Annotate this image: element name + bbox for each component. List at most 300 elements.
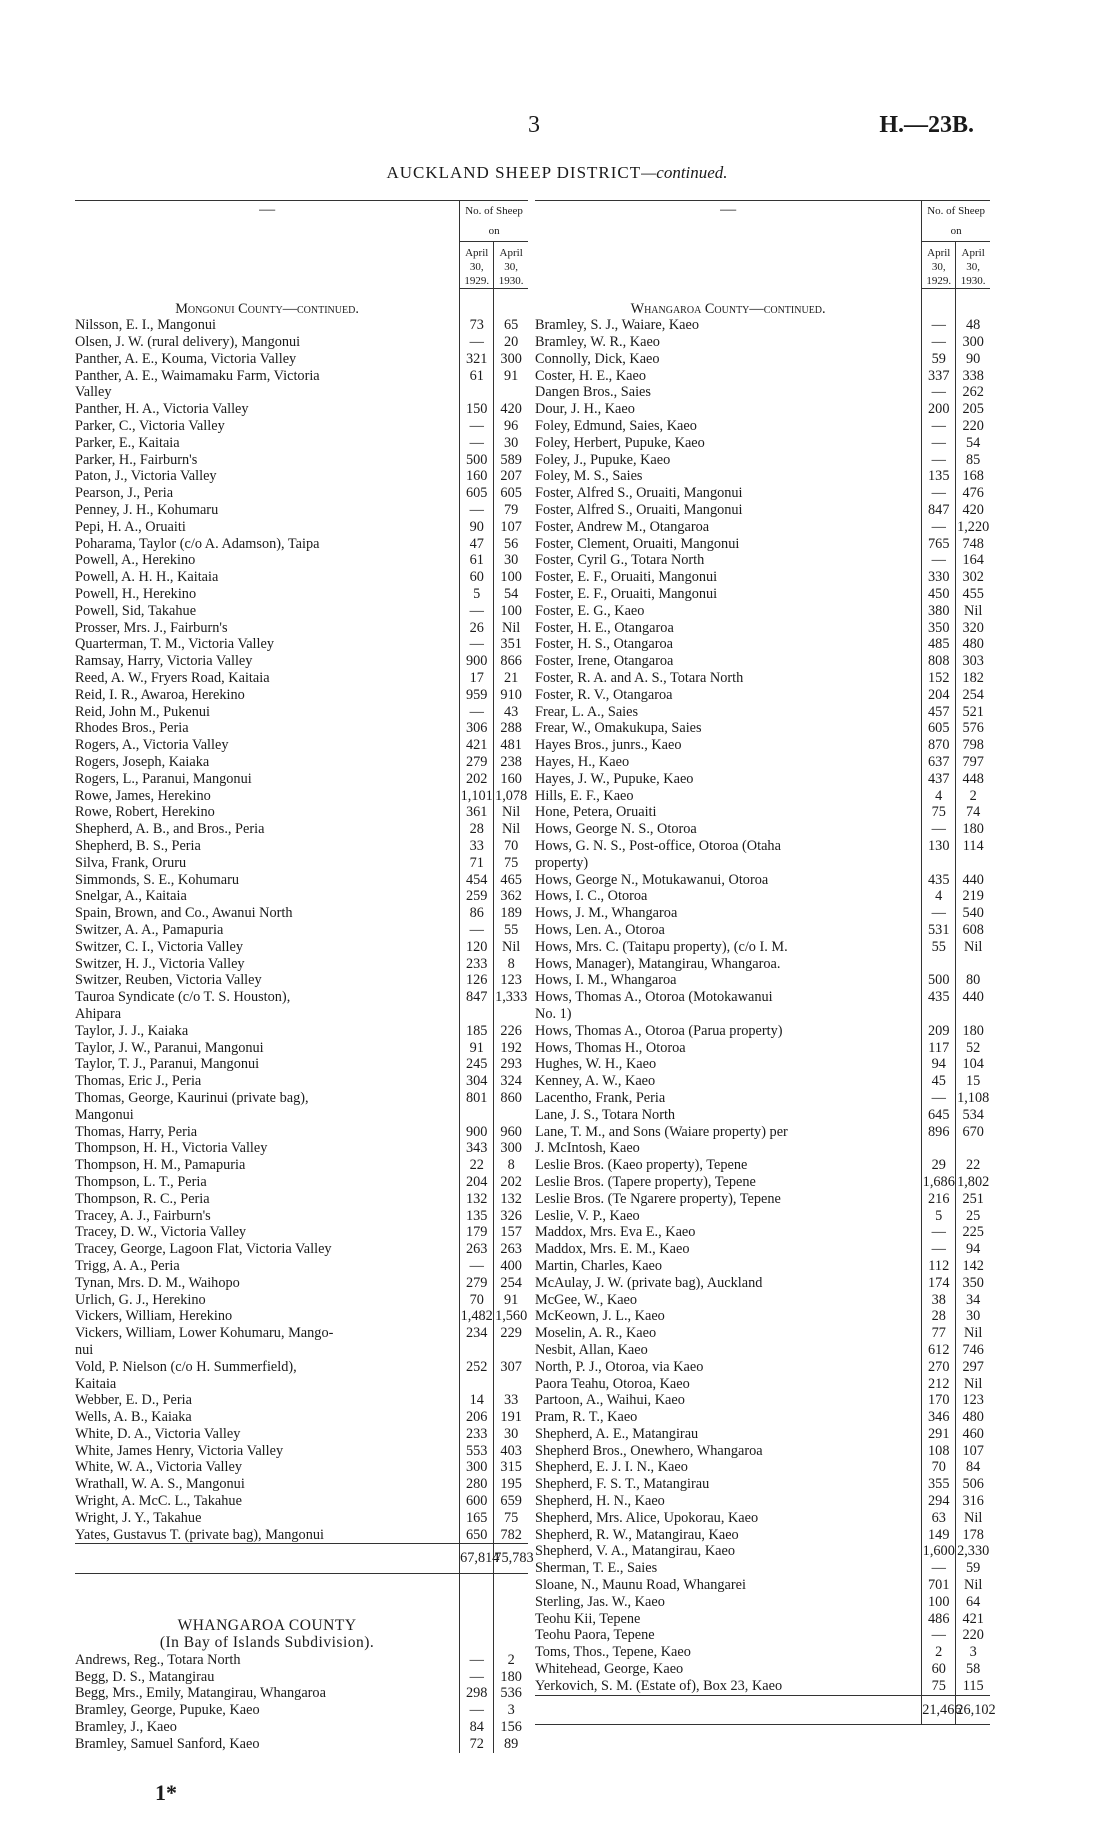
sheep-1929: 209 xyxy=(922,1023,956,1040)
table-row xyxy=(535,720,990,737)
table-row xyxy=(75,1719,528,1736)
sheep-1929 xyxy=(460,1635,494,1652)
sheep-1930: 30 xyxy=(494,1426,528,1443)
table-row xyxy=(535,670,990,687)
sheep-1930: 229 xyxy=(494,1325,528,1342)
sheep-1930: Nil xyxy=(494,821,528,838)
table-row xyxy=(75,1191,528,1208)
sheep-1930: 307 xyxy=(494,1359,528,1376)
sheep-1929: 60 xyxy=(460,569,494,586)
table-row xyxy=(535,956,990,973)
sheep-1930: 866 xyxy=(494,653,528,670)
sheep-1929 xyxy=(922,1006,956,1023)
sheep-1930: 70 xyxy=(494,838,528,855)
owner-name: Shepherd, Mrs. Alice, Upokorau, Kaeo xyxy=(535,1509,759,1526)
owner-name: Begg, Mrs., Emily, Matangirau, Whangaroa xyxy=(75,1685,326,1702)
table-row xyxy=(75,1292,528,1309)
table-row xyxy=(535,519,990,536)
sheep-1929: 605 xyxy=(460,485,494,502)
sheep-1930: 320 xyxy=(956,620,990,637)
table-row xyxy=(535,401,990,418)
table-row xyxy=(75,922,528,939)
sheep-1930: 55 xyxy=(494,922,528,939)
owner-name: Partoon, A., Waihui, Kaeo xyxy=(535,1392,685,1409)
sheep-1929: — xyxy=(460,1702,494,1719)
title-suffix: —continued. xyxy=(641,163,728,182)
table-row xyxy=(535,1023,990,1040)
owner-name: Dangen Bros., Saies xyxy=(535,384,651,401)
owner-name: Switzer, Reuben, Victoria Valley xyxy=(75,972,262,989)
total-label xyxy=(75,1544,460,1574)
sheep-1930: 107 xyxy=(956,1443,990,1460)
left-column xyxy=(75,200,534,1753)
total-1929: 67,814 xyxy=(460,1544,494,1574)
table-row xyxy=(75,1376,528,1393)
table-row xyxy=(75,754,528,771)
sheep-1929: — xyxy=(460,435,494,452)
table-row xyxy=(535,418,990,435)
sheep-1930: Nil xyxy=(956,1577,990,1594)
sheep-1929: 17 xyxy=(460,670,494,687)
table-row xyxy=(535,653,990,670)
owner-name: Valley xyxy=(75,384,112,401)
table-row xyxy=(75,804,528,821)
sheep-1929: 350 xyxy=(922,620,956,637)
owner-name: Mangonui xyxy=(75,1106,134,1123)
owner-name: Shepherd, A. E., Matangirau xyxy=(535,1425,699,1442)
owner-name: Shepherd, R. W., Matangirau, Kaeo xyxy=(535,1526,739,1543)
sheep-1929 xyxy=(460,289,494,318)
owner-name: Pearson, J., Peria xyxy=(75,485,174,502)
owner-name: Yates, Gustavus T. (private bag), Mangonui xyxy=(75,1526,324,1543)
sheep-1929: 204 xyxy=(460,1174,494,1191)
owner-name: Hows, George N. S., Otoroa xyxy=(535,821,697,838)
sheep-1929: 553 xyxy=(460,1443,494,1460)
table-row xyxy=(535,351,990,368)
table-row xyxy=(75,1124,528,1141)
table-row xyxy=(75,720,528,737)
sheep-1929: 108 xyxy=(922,1443,956,1460)
sheep-1930: 54 xyxy=(956,435,990,452)
owner-name: Tracey, A. J., Fairburn's xyxy=(75,1207,211,1224)
table-row xyxy=(535,334,990,351)
name-column-header: — xyxy=(535,201,922,289)
table-row xyxy=(75,1493,528,1510)
owner-name: Tynan, Mrs. D. M., Waihopo xyxy=(75,1274,240,1291)
owner-name: Tracey, George, Lagoon Flat, Victoria Valley xyxy=(75,1241,332,1258)
sheep-1930 xyxy=(494,384,528,401)
sheep-1930: 440 xyxy=(956,989,990,1006)
owner-name: No. 1) xyxy=(535,1005,572,1022)
sheep-1929: 28 xyxy=(922,1308,956,1325)
sheep-1929: 485 xyxy=(922,636,956,653)
sheep-1929: 346 xyxy=(922,1409,956,1426)
sheep-1929: 90 xyxy=(460,519,494,536)
table-row xyxy=(75,334,528,351)
sheep-1929: 77 xyxy=(922,1325,956,1342)
table-row xyxy=(535,1392,990,1409)
sheep-1929: — xyxy=(922,334,956,351)
sheep-1930: 202 xyxy=(494,1174,528,1191)
sheep-1930: 59 xyxy=(956,1560,990,1577)
table-row xyxy=(75,788,528,805)
sheep-1930: 96 xyxy=(494,418,528,435)
table-row xyxy=(535,317,990,334)
table-row xyxy=(535,922,990,939)
sheep-1930: 180 xyxy=(956,821,990,838)
table-row xyxy=(75,502,528,519)
sheep-1929: — xyxy=(460,1669,494,1686)
owner-name: Foster, Clement, Oruaiti, Mangonui xyxy=(535,535,740,552)
sheep-1929: 185 xyxy=(460,1023,494,1040)
owner-name: Simmonds, S. E., Kohumaru xyxy=(75,871,240,888)
table-row xyxy=(535,1157,990,1174)
sheep-1930: 297 xyxy=(956,1359,990,1376)
sheep-1930: 316 xyxy=(956,1493,990,1510)
sheep-1929: 59 xyxy=(922,351,956,368)
owner-name: White, D. A., Victoria Valley xyxy=(75,1425,241,1442)
table-row xyxy=(535,1627,990,1644)
sheep-1930: 91 xyxy=(494,368,528,385)
sheep-1929: 117 xyxy=(922,1040,956,1057)
table-row xyxy=(535,1191,990,1208)
owner-name: Trigg, A. A., Peria xyxy=(75,1257,180,1274)
sheep-1929: 1,482 xyxy=(460,1308,493,1325)
sheep-1929: 70 xyxy=(922,1459,956,1476)
sheep-1929: 435 xyxy=(922,989,956,1006)
sheep-1929: 847 xyxy=(460,989,494,1006)
table-row xyxy=(75,1685,528,1702)
sheep-1929 xyxy=(922,956,956,973)
sheep-1930: 207 xyxy=(494,468,528,485)
sheep-1929: 14 xyxy=(460,1392,494,1409)
sheep-1930: 403 xyxy=(494,1443,528,1460)
sheep-1930: 300 xyxy=(494,1140,528,1157)
sheep-1930: 157 xyxy=(494,1224,528,1241)
owner-name: Teohu Paora, Tepene xyxy=(535,1627,655,1644)
owner-name: Switzer, A. A., Pamapuria xyxy=(75,921,224,938)
sheep-1929: 259 xyxy=(460,888,494,905)
sheep-1929: 959 xyxy=(460,687,494,704)
owner-name: Wells, A. B., Kaiaka xyxy=(75,1409,192,1426)
spacer-label xyxy=(75,1574,460,1619)
table-row xyxy=(75,452,528,469)
sheep-1930 xyxy=(494,289,528,318)
sheep-1929: 847 xyxy=(922,502,956,519)
sheep-1930: 43 xyxy=(494,704,528,721)
sheep-1929: 896 xyxy=(922,1124,956,1141)
page-footer-mark: 1* xyxy=(155,1780,177,1805)
sheep-1929: — xyxy=(922,418,956,435)
owner-name: Hows, I. M., Whangaroa xyxy=(535,972,677,989)
sheep-1929: 200 xyxy=(922,401,956,418)
owner-name: Rogers, L., Paranui, Mangonui xyxy=(75,770,252,787)
sheep-count-header: No. of Sheep on xyxy=(922,201,990,242)
sheep-1930: 54 xyxy=(494,586,528,603)
table-row xyxy=(535,888,990,905)
owner-name: Panther, A. E., Waimamaku Farm, Victoria xyxy=(75,367,320,384)
owner-name: Dour, J. H., Kaeo xyxy=(535,401,635,418)
sheep-1929: — xyxy=(460,636,494,653)
sheep-1930: 303 xyxy=(956,653,990,670)
owner-name: Foster, Andrew M., Otangaroa xyxy=(535,518,710,535)
sheep-1930: 860 xyxy=(494,1090,528,1107)
sheep-1929: 150 xyxy=(460,401,494,418)
table-row xyxy=(535,855,990,872)
table-row xyxy=(75,1702,528,1719)
sheep-1929: 304 xyxy=(460,1073,494,1090)
sheep-1929: 900 xyxy=(460,653,494,670)
sheep-1929: 279 xyxy=(460,1275,494,1292)
table-row xyxy=(535,1292,990,1309)
owner-name: Martin, Charles, Kaeo xyxy=(535,1257,663,1274)
sheep-1929: 279 xyxy=(460,754,494,771)
owner-name: Hows, G. N. S., Post-office, Otoroa (Otaha xyxy=(535,838,781,854)
document-code: H.—23B. xyxy=(879,112,974,138)
table-row xyxy=(75,1574,528,1619)
sheep-1930: 123 xyxy=(494,972,528,989)
owner-name: Hows, Thomas A., Otoroa (Parua property) xyxy=(535,1022,783,1039)
owner-name: Leslie Bros. (Kaeo property), Tepene xyxy=(535,1157,748,1174)
sheep-1930: 2 xyxy=(956,788,990,805)
sheep-1929: 765 xyxy=(922,536,956,553)
sheep-1930: Nil xyxy=(956,1325,990,1342)
table-row xyxy=(75,519,528,536)
owner-name: Foster, H. E., Otangaroa xyxy=(535,619,674,636)
sheep-1929: 206 xyxy=(460,1409,494,1426)
owner-name: Foster, R. V., Otangaroa xyxy=(535,686,673,703)
sheep-1930: 2,330 xyxy=(957,1543,990,1560)
sheep-1930: 25 xyxy=(956,1208,990,1225)
table-row xyxy=(75,888,528,905)
sheep-1930: 910 xyxy=(494,687,528,704)
sheep-table-right xyxy=(535,200,996,1725)
owner-name: Hows, George N., Motukawanui, Otoroa xyxy=(535,871,769,888)
sheep-1930: 420 xyxy=(956,502,990,519)
owner-name: White, James Henry, Victoria Valley xyxy=(75,1442,284,1459)
sheep-1930: 21 xyxy=(494,670,528,687)
sheep-1930: 3 xyxy=(956,1644,990,1661)
sheep-1929: 4 xyxy=(922,888,956,905)
sheep-1929: 135 xyxy=(922,468,956,485)
sheep-1930: 480 xyxy=(956,636,990,653)
sheep-1929: 650 xyxy=(460,1527,494,1544)
owner-name: Poharama, Taylor (c/o A. Adamson), Taipa xyxy=(75,535,320,552)
sheep-1929: 29 xyxy=(922,1157,956,1174)
table-row xyxy=(535,1543,990,1560)
section2-label: (In Bay of Islands Subdivision). xyxy=(159,1634,375,1652)
table-row xyxy=(75,1073,528,1090)
owner-name: Hows, Manager), Matangirau, Whangaroa. xyxy=(535,955,781,972)
owner-name: Pram, R. T., Kaeo xyxy=(535,1409,638,1426)
sheep-1930 xyxy=(494,1376,528,1393)
sheep-1929: 1,101 xyxy=(460,787,493,804)
sheep-1929: 245 xyxy=(460,1056,494,1073)
table-row xyxy=(535,1325,990,1342)
sheep-1930: 254 xyxy=(494,1275,528,1292)
sheep-1929: 160 xyxy=(460,468,494,485)
owner-name: Taylor, J. J., Kaiaka xyxy=(75,1022,189,1039)
sheep-1929: — xyxy=(922,905,956,922)
owner-name: Powell, A., Herekino xyxy=(75,552,196,569)
table-row xyxy=(535,1124,990,1141)
sheep-1930: 123 xyxy=(956,1392,990,1409)
sheep-1929: 212 xyxy=(922,1376,956,1393)
sheep-1930: 288 xyxy=(494,720,528,737)
table-row xyxy=(535,1090,990,1107)
owner-name: Rowe, James, Herekino xyxy=(75,787,211,804)
owner-name: Bramley, W. R., Kaeo xyxy=(535,334,660,351)
sheep-1929: 1,686 xyxy=(922,1173,955,1190)
table-row xyxy=(535,1107,990,1124)
sheep-1929: — xyxy=(922,435,956,452)
table-row xyxy=(75,552,528,569)
owner-name: Powell, Sid, Takahue xyxy=(75,602,197,619)
sheep-1929: 645 xyxy=(922,1107,956,1124)
owner-name: Snelgar, A., Kaitaia xyxy=(75,888,187,905)
sheep-1929: 380 xyxy=(922,603,956,620)
sheep-1929: 204 xyxy=(922,687,956,704)
sheep-1930: 670 xyxy=(956,1124,990,1141)
sheep-1930: 315 xyxy=(494,1459,528,1476)
owner-name: Foster, Alfred S., Oruaiti, Mangonui xyxy=(535,485,743,502)
owner-name: Thomas, Harry, Peria xyxy=(75,1123,198,1140)
table-row xyxy=(75,418,528,435)
sheep-1930: 15 xyxy=(956,1073,990,1090)
sheep-1929: 70 xyxy=(460,1292,494,1309)
sheep-1930: 534 xyxy=(956,1107,990,1124)
table-row xyxy=(535,1560,990,1577)
sheep-1929: 421 xyxy=(460,737,494,754)
owner-name: Foster, R. A. and A. S., Totara North xyxy=(535,670,744,687)
sheep-1929: 22 xyxy=(460,1157,494,1174)
sheep-1930: 455 xyxy=(956,586,990,603)
sheep-1930: 1,333 xyxy=(495,989,528,1006)
sheep-1930: 34 xyxy=(956,1292,990,1309)
owner-name: Taylor, T. J., Paranui, Mangonui xyxy=(75,1056,260,1073)
section2-label: WHANGAROA COUNTY xyxy=(177,1617,357,1635)
owner-name: Hone, Petera, Oruaiti xyxy=(535,804,657,821)
table-row xyxy=(75,1040,528,1057)
table-row xyxy=(75,485,528,502)
owner-name: McGee, W., Kaeo xyxy=(535,1291,638,1308)
owner-name: Foley, J., Pupuke, Kaeo xyxy=(535,451,671,468)
table-row xyxy=(75,1359,528,1376)
sheep-1930: 460 xyxy=(956,1426,990,1443)
sheep-1930: 48 xyxy=(956,317,990,334)
table-row xyxy=(75,821,528,838)
owner-name: Teohu Kii, Tepene xyxy=(535,1610,641,1627)
table-row xyxy=(75,1224,528,1241)
table-row xyxy=(535,1493,990,1510)
section-label: Mongonui County—continued. xyxy=(175,300,359,317)
sheep-1930 xyxy=(494,1107,528,1124)
sheep-1930: 189 xyxy=(494,905,528,922)
sheep-1929: 900 xyxy=(460,1124,494,1141)
table-row xyxy=(535,1359,990,1376)
table-row xyxy=(535,502,990,519)
sheep-1929: 500 xyxy=(460,452,494,469)
sheep-1930: 30 xyxy=(956,1308,990,1325)
sheep-1929: 130 xyxy=(922,838,956,855)
sheep-1930: 351 xyxy=(494,636,528,653)
table-row xyxy=(75,838,528,855)
sheep-1929: 280 xyxy=(460,1476,494,1493)
owner-name: Maddox, Mrs. Eva E., Kaeo xyxy=(535,1224,696,1241)
sheep-1930: 65 xyxy=(494,317,528,334)
table-row xyxy=(535,536,990,553)
table-row xyxy=(535,737,990,754)
sheep-1930: 338 xyxy=(956,368,990,385)
table-row xyxy=(75,1669,528,1686)
owner-name: Sterling, Jas. W., Kaeo xyxy=(535,1593,665,1610)
table-row xyxy=(535,989,990,1006)
sheep-1930: 114 xyxy=(956,838,990,855)
table-row xyxy=(75,737,528,754)
table-row xyxy=(75,468,528,485)
owner-name: Reid, John M., Pukenui xyxy=(75,703,211,720)
sheep-1929: 71 xyxy=(460,855,494,872)
owner-name: Lane, T. M., and Sons (Waiare property) per xyxy=(535,1123,788,1140)
sheep-1930: 420 xyxy=(494,401,528,418)
sheep-1930: 362 xyxy=(494,888,528,905)
owner-name: Thompson, H. H., Victoria Valley xyxy=(75,1140,268,1157)
table-row xyxy=(535,1644,990,1661)
owner-name: Thomas, George, Kaurinui (private bag), xyxy=(75,1089,309,1106)
sheep-1929: 75 xyxy=(922,804,956,821)
owner-name: Lacentho, Frank, Peria xyxy=(535,1089,666,1106)
owner-name: Foster, E. G., Kaeo xyxy=(535,602,645,619)
sheep-1930: 180 xyxy=(956,1023,990,1040)
table-row xyxy=(535,1275,990,1292)
table-row xyxy=(535,1006,990,1023)
table-row xyxy=(75,317,528,334)
table-row xyxy=(75,1544,528,1574)
sheep-1930: 400 xyxy=(494,1258,528,1275)
table-row xyxy=(535,972,990,989)
table-row xyxy=(75,653,528,670)
sheep-1930: 540 xyxy=(956,905,990,922)
owner-name: Hayes, H., Kaeo xyxy=(535,754,630,771)
owner-name: Switzer, C. I., Victoria Valley xyxy=(75,938,243,955)
total-1929: 21,466 xyxy=(922,1695,956,1725)
sheep-1930: 300 xyxy=(494,351,528,368)
sheep-1930: 132 xyxy=(494,1191,528,1208)
sheep-1929 xyxy=(460,1574,494,1619)
table-row xyxy=(535,1510,990,1527)
sheep-1929: — xyxy=(922,317,956,334)
owner-name: Olsen, J. W. (rural delivery), Mangonui xyxy=(75,334,301,351)
sheep-1930 xyxy=(494,1574,528,1619)
sheep-1930: 506 xyxy=(956,1476,990,1493)
name-column-header: — xyxy=(75,201,460,289)
sheep-1929: 343 xyxy=(460,1140,494,1157)
sheep-1930 xyxy=(956,1006,990,1023)
sheep-1929 xyxy=(922,289,956,318)
owner-name: McKeown, J. L., Kaeo xyxy=(535,1308,665,1325)
sheep-1929: 28 xyxy=(460,821,494,838)
table-row xyxy=(75,771,528,788)
sheep-1929 xyxy=(922,855,956,872)
owner-name: Whitehead, George, Kaeo xyxy=(535,1661,684,1678)
sheep-1930 xyxy=(494,1635,528,1652)
owner-name: Bramley, George, Pupuke, Kaeo xyxy=(75,1702,260,1719)
sheep-1929: 33 xyxy=(460,838,494,855)
sheep-1929: 73 xyxy=(460,317,494,334)
sheep-1929: 263 xyxy=(460,1241,494,1258)
owner-name: Paora Teahu, Otoroa, Kaeo xyxy=(535,1375,690,1392)
owner-name: Wright, J. Y., Takahue xyxy=(75,1509,202,1526)
